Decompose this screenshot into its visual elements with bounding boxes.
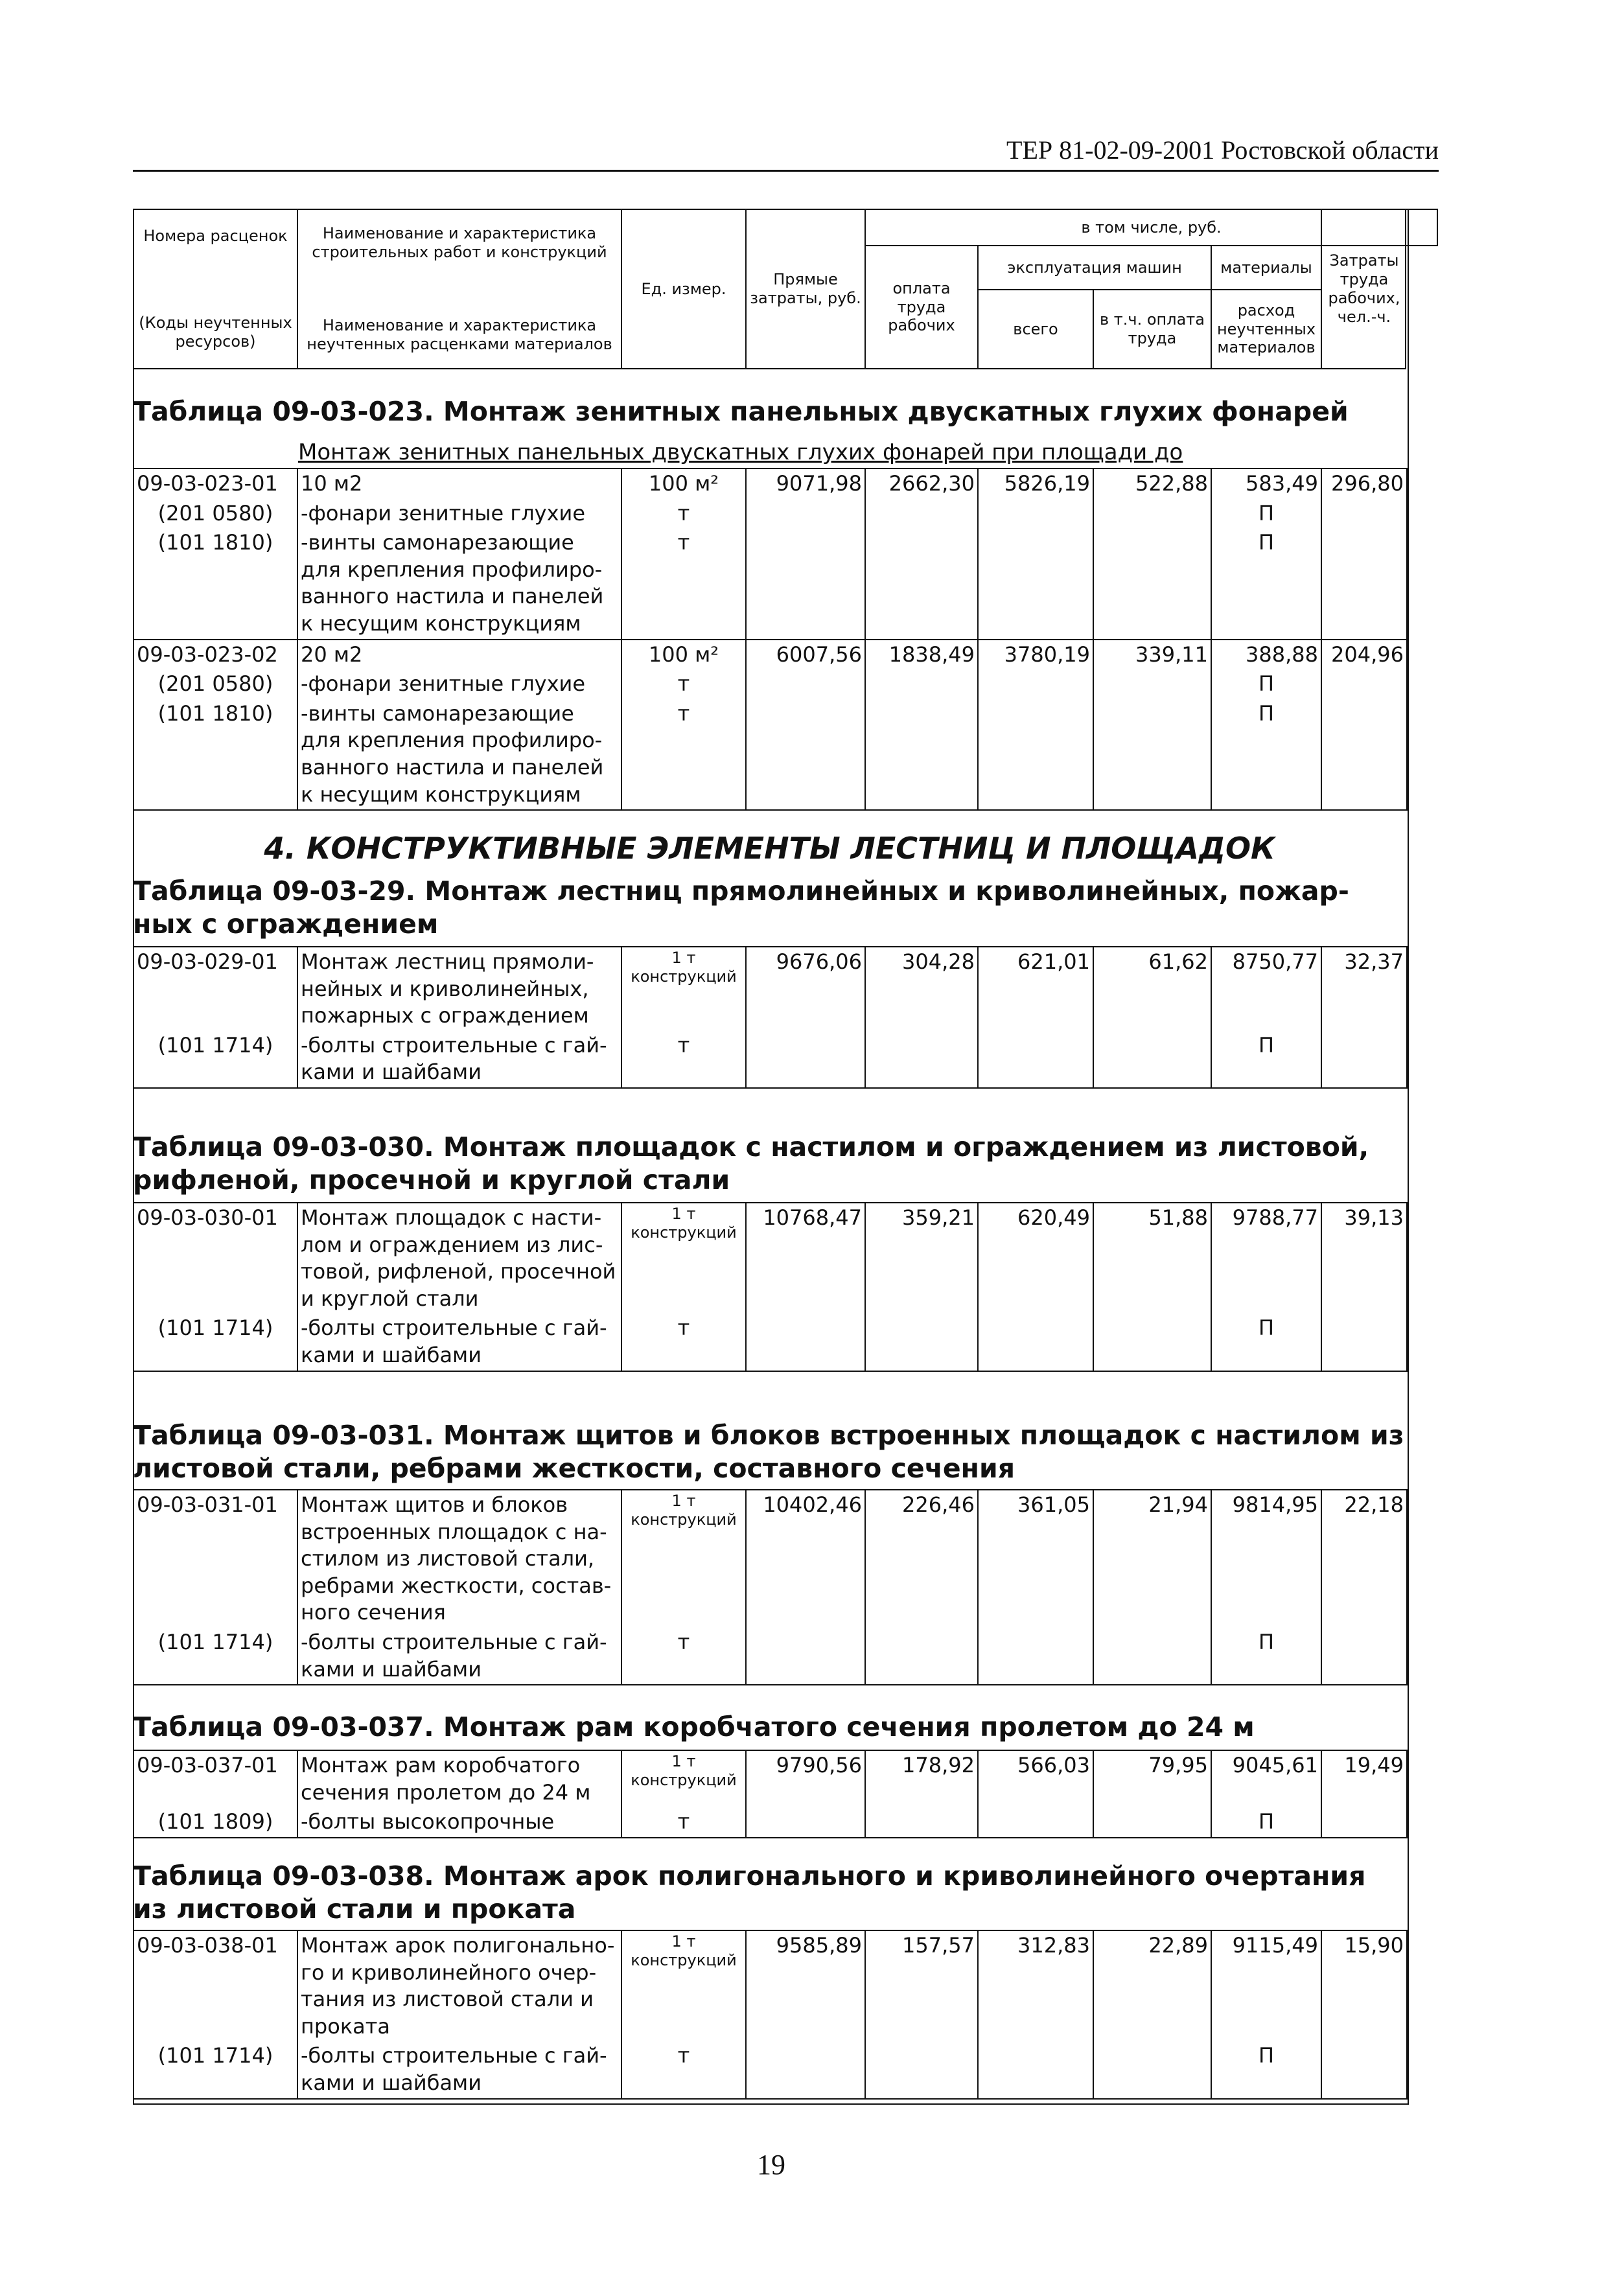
- column-header-code-bottom: (Коды неучтенных ресурсов): [139, 314, 292, 351]
- table-row: [133, 1930, 1407, 2041]
- machines-total: 620,49: [978, 1203, 1093, 1314]
- direct-costs: 9676,06: [746, 947, 865, 1031]
- unit: т: [621, 1628, 746, 1685]
- rate-code: 09-03-037-01: [133, 1750, 297, 1807]
- wages: 1838,49: [865, 640, 978, 670]
- unit: 100 м²: [621, 640, 746, 670]
- resource-code: (101 1714): [133, 1628, 297, 1685]
- wages: 2662,30: [865, 469, 978, 499]
- wages: 359,21: [865, 1203, 978, 1314]
- materials-mark: П: [1211, 669, 1321, 699]
- materials-mark: П: [1211, 499, 1321, 529]
- work-name: 10 м2: [297, 469, 621, 499]
- materials-mark: П: [1211, 528, 1321, 639]
- column-header-direct: Прямые затраты, руб.: [745, 209, 866, 369]
- machines-wages: 339,11: [1093, 640, 1211, 670]
- materials: 9814,95: [1211, 1490, 1321, 1628]
- unit: т: [621, 1314, 746, 1371]
- rate-code: 09-03-031-01: [133, 1490, 297, 1628]
- table-row: [133, 669, 1407, 699]
- materials-mark: П: [1211, 1031, 1321, 1088]
- table-subtitle: Монтаж зенитных панельных двускатных глухих фонарей при площади до: [298, 439, 1183, 465]
- resource-code: (101 1714): [133, 1031, 297, 1088]
- unit: т: [621, 669, 746, 699]
- labor: 39,13: [1321, 1203, 1407, 1314]
- materials: 9115,49: [1211, 1930, 1321, 2041]
- rate-table-09-03-023: [133, 468, 1408, 811]
- column-header-wages: оплата труда рабочих: [864, 245, 979, 369]
- column-header-labor: Затраты труда рабочих, чел.-ч.: [1321, 209, 1406, 369]
- section-title: 4. КОНСТРУКТИВНЫЕ ЭЛЕМЕНТЫ ЛЕСТНИЦ И ПЛОЩАДОК: [264, 831, 1275, 866]
- rate-code: 09-03-038-01: [133, 1930, 297, 2041]
- rate-table-09-03-031: [133, 1489, 1408, 1685]
- column-header-code: [133, 209, 298, 369]
- column-header-name-bottom: Наименование и характеристика неучтенных расценками материалов: [307, 316, 612, 354]
- unit: т: [621, 2041, 746, 2098]
- materials-mark: П: [1211, 699, 1321, 810]
- work-name: Монтаж щитов и блоков встроенных площадок с на-стилом из листовой стали, ребрами жесткости, состав-ного сечения: [297, 1490, 621, 1628]
- materials: 8750,77: [1211, 947, 1321, 1031]
- table-row: [133, 1628, 1407, 1685]
- page-number: 19: [757, 2149, 785, 2181]
- rate-table-09-03-029: [133, 946, 1408, 1089]
- direct-costs: 9790,56: [746, 1750, 865, 1807]
- column-header-machines-total: всего: [977, 289, 1094, 369]
- machines-total: 566,03: [978, 1750, 1093, 1807]
- table-row: [133, 947, 1407, 1031]
- unit: 1 т конструкций: [621, 947, 746, 1031]
- column-header-including: в том числе, руб.: [864, 209, 1438, 246]
- table-row: [133, 499, 1407, 529]
- table-row: [133, 1031, 1407, 1088]
- work-name: Монтаж арок полигонально-го и криволинейного очер-тания из листовой стали и проката: [297, 1930, 621, 2041]
- wages: 178,92: [865, 1750, 978, 1807]
- work-name: Монтаж лестниц прямоли-нейных и криволинейных, пожарных с ограждением: [297, 947, 621, 1031]
- resource-code: (101 1809): [133, 1807, 297, 1838]
- resource-name: -болты строительные с гай-ками и шайбами: [297, 1031, 621, 1088]
- rate-table-09-03-030: [133, 1202, 1408, 1372]
- direct-costs: 10768,47: [746, 1203, 865, 1314]
- unit: 100 м²: [621, 469, 746, 499]
- direct-costs: 9585,89: [746, 1930, 865, 2041]
- resource-code: (101 1714): [133, 2041, 297, 2098]
- machines-total: 312,83: [978, 1930, 1093, 2041]
- wages: 304,28: [865, 947, 978, 1031]
- column-header-materials: материалы: [1211, 245, 1322, 290]
- labor: 32,37: [1321, 947, 1407, 1031]
- resource-code: (201 0580): [133, 499, 297, 529]
- document-header: ТЕР 81-02-09-2001 Ростовской области: [1006, 135, 1439, 165]
- rate-code: 09-03-030-01: [133, 1203, 297, 1314]
- materials-mark: П: [1211, 1314, 1321, 1371]
- rate-code: 09-03-023-02: [133, 640, 297, 670]
- unit: т: [621, 528, 746, 639]
- materials: 388,88: [1211, 640, 1321, 670]
- machines-wages: 21,94: [1093, 1490, 1211, 1628]
- unit: т: [621, 499, 746, 529]
- header-right-border: [1405, 209, 1406, 369]
- column-header-machines-wages: в т.ч. оплата труда: [1093, 289, 1212, 369]
- column-header-name-top: Наименование и характеристика строительных работ и конструкций: [312, 224, 607, 261]
- column-header-name: [297, 209, 622, 369]
- labor: 204,96: [1321, 640, 1407, 670]
- labor: 15,90: [1321, 1930, 1407, 2041]
- column-header-code-top: Номера расценок: [143, 227, 288, 245]
- work-name: Монтаж рам коробчатого сечения пролетом до 24 м: [297, 1750, 621, 1807]
- unit: 1 т конструкций: [621, 1930, 746, 2041]
- unit: т: [621, 1031, 746, 1088]
- resource-name: -винты самонарезающие для крепления профилиро-ванного настила и панелей к несущим конструкциям: [297, 699, 621, 810]
- direct-costs: 9071,98: [746, 469, 865, 499]
- column-header-machines: эксплуатация машин: [977, 245, 1212, 290]
- table-title: Таблица 09-03-031. Монтаж щитов и блоков встроенных площадок с настилом из листовой стали, ребрами жесткости, составного сечения: [133, 1420, 1404, 1485]
- resource-name: -фонари зенитные глухие: [297, 669, 621, 699]
- table-row: [133, 640, 1407, 670]
- work-name: Монтаж площадок с насти-лом и ограждением из лис-товой, рифленой, просечной и круглой стали: [297, 1203, 621, 1314]
- resource-name: -болты строительные с гай-ками и шайбами: [297, 1314, 621, 1371]
- labor: 296,80: [1321, 469, 1407, 499]
- machines-total: 361,05: [978, 1490, 1093, 1628]
- table-row: [133, 1203, 1407, 1314]
- resource-name: -болты строительные с гай-ками и шайбами: [297, 1628, 621, 1685]
- rate-table-09-03-038: [133, 1930, 1408, 2100]
- resource-code: (101 1810): [133, 528, 297, 639]
- rate-code: 09-03-023-01: [133, 469, 297, 499]
- resource-code: (101 1714): [133, 1314, 297, 1371]
- direct-costs: 6007,56: [746, 640, 865, 670]
- table-title: Таблица 09-03-29. Монтаж лестниц прямолинейных и криволинейных, пожар-ных с ограждением: [133, 875, 1349, 940]
- direct-costs: 10402,46: [746, 1490, 865, 1628]
- materials: 9045,61: [1211, 1750, 1321, 1807]
- unit: 1 т конструкций: [621, 1490, 746, 1628]
- resource-name: -болты строительные с гай-ками и шайбами: [297, 2041, 621, 2098]
- machines-total: 3780,19: [978, 640, 1093, 670]
- rate-code: 09-03-029-01: [133, 947, 297, 1031]
- machines-total: 621,01: [978, 947, 1093, 1031]
- unit: т: [621, 1807, 746, 1838]
- unit: 1 т конструкций: [621, 1203, 746, 1314]
- machines-wages: 22,89: [1093, 1930, 1211, 2041]
- materials-mark: П: [1211, 1628, 1321, 1685]
- wages: 226,46: [865, 1490, 978, 1628]
- table-row: [133, 2041, 1407, 2098]
- table-title: Таблица 09-03-038. Монтаж арок полигонального и криволинейного очертания из листовой стали и проката: [133, 1860, 1366, 1925]
- resource-name: -винты самонарезающие для крепления профилиро-ванного настила и панелей к несущим конструкциям: [297, 528, 621, 639]
- wages: 157,57: [865, 1930, 978, 2041]
- resource-name: -болты высокопрочные: [297, 1807, 621, 1838]
- machines-total: 5826,19: [978, 469, 1093, 499]
- resource-code: (201 0580): [133, 669, 297, 699]
- labor: 19,49: [1321, 1750, 1407, 1807]
- table-title: Таблица 09-03-023. Монтаж зенитных панельных двускатных глухих фонарей: [133, 396, 1349, 427]
- table-row: [133, 469, 1407, 499]
- materials-mark: П: [1211, 1807, 1321, 1838]
- column-header-materials-unaccounted: расход неучтенных материалов: [1211, 289, 1322, 369]
- materials: 9788,77: [1211, 1203, 1321, 1314]
- column-header-unit: Ед. измер.: [621, 209, 747, 369]
- machines-wages: 79,95: [1093, 1750, 1211, 1807]
- header-rule: [133, 170, 1439, 172]
- machines-wages: 61,62: [1093, 947, 1211, 1031]
- unit: т: [621, 699, 746, 810]
- machines-wages: 522,88: [1093, 469, 1211, 499]
- column-header: [133, 209, 1406, 369]
- table-title: Таблица 09-03-037. Монтаж рам коробчатого сечения пролетом до 24 м: [133, 1711, 1255, 1742]
- rate-table-09-03-037: [133, 1750, 1408, 1838]
- table-row: [133, 1807, 1407, 1838]
- work-name: 20 м2: [297, 640, 621, 670]
- resource-name: -фонари зенитные глухие: [297, 499, 621, 529]
- table-row: [133, 699, 1407, 810]
- table-row: [133, 528, 1407, 639]
- labor: 22,18: [1321, 1490, 1407, 1628]
- materials: 583,49: [1211, 469, 1321, 499]
- table-row: [133, 1314, 1407, 1371]
- table-title: Таблица 09-03-030. Монтаж площадок с настилом и ограждением из листовой, рифленой, просечной и круглой стали: [133, 1131, 1369, 1196]
- resource-code: (101 1810): [133, 699, 297, 810]
- materials-mark: П: [1211, 2041, 1321, 2098]
- unit: 1 т конструкций: [621, 1750, 746, 1807]
- machines-wages: 51,88: [1093, 1203, 1211, 1314]
- table-row: [133, 1490, 1407, 1628]
- table-row: [133, 1750, 1407, 1807]
